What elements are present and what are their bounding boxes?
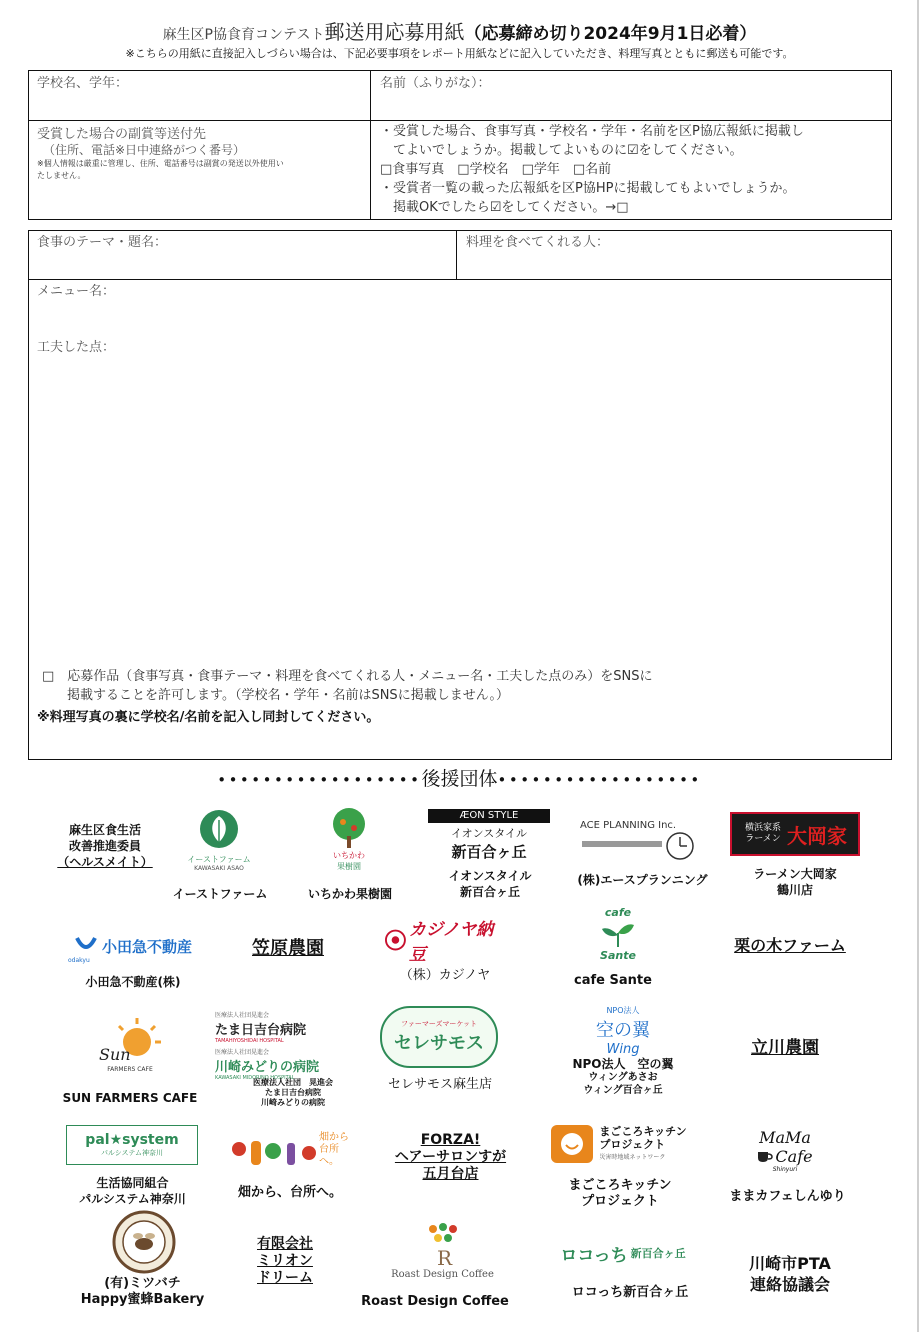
odakyu-mark-icon [74,934,98,958]
sponsor-ichikawa: いちかわ果樹園 [307,887,392,901]
sponsor-sora-no-tsubasa: NPO法人 空の翼 ウィングあさお ウィング百合ヶ丘 [572,1057,674,1096]
sns-consent-checkbox[interactable]: □ 応募作品（食事写真・食事テーマ・料理を食べてくれる人・メニュー名・工夫した点のみ）をSNSに [42,669,653,684]
sponsor-mitsubachi: (有)ミツバチ Happy蜜蜂Bakery [80,1276,205,1307]
coffee-dots-icon [418,1221,468,1269]
sponsor-roast-design: Roast Design Coffee [361,1294,509,1309]
sun-logo-text: Sun [99,1044,131,1064]
sponsor-forza: FORZA! ヘアーサロンすが 五月台店 [394,1132,507,1182]
magokoro-logo: まごころキッチン プロジェクト 災害時地域ネットワーク [548,1123,690,1165]
hp-publish-checkbox[interactable]: 掲載OKでしたら☑をしてください。→□ [393,200,629,215]
ace-planning-logo: ACE PLANNING Inc. [580,815,705,865]
effort-field[interactable]: 工夫した点： [37,340,116,355]
sponsor-ooka: ラーメン大岡家 鶴川店 [753,867,837,897]
cafe-sante-logo: cafe Sante [588,900,648,968]
clock-icon [580,831,705,861]
sponsor-million-dream: 有限会社 ミリオン ドリーム [257,1236,313,1286]
divider [28,120,892,121]
hatake-logo: 畑から台所へ。 [220,1124,360,1176]
palsystem-logo: pal★system パルシステム神奈川 [66,1125,198,1165]
eater-field[interactable]: 料理を食べてくれる人： [466,235,610,250]
address-field[interactable]: 受賞した場合の副賞等送付先 [37,127,207,142]
sponsor-hospital: 医療法人社団 晃進会 たま日吉台病院 川崎みどりの病院 [253,1078,333,1107]
sponsor-kawasaki-pta: 川崎市PTA 連絡協議会 [749,1254,831,1294]
odakyu-logo: 小田急不動産 [68,930,198,962]
sponsor-magokoro: まごころキッチン プロジェクト [568,1178,672,1209]
dot-leader: •••••••••••••••••• [217,771,422,789]
privacy-note-2: たしません。 [37,171,86,180]
leaf-icon [198,808,240,850]
sora-no-tsubasa-logo: NPO法人 空の翼 Wing [596,1006,650,1057]
bakery-badge-icon [112,1210,176,1274]
consent-line: てよいでしょうか。掲載してよいものに☑をしてください。 [393,143,743,158]
sponsor-kajinoya: （株）カジノヤ [399,968,491,983]
svg-text:R: R [436,1245,452,1269]
sponsor-tachikawa: 立川農園 [751,1038,819,1058]
theme-title-field[interactable]: 食事のテーマ・題名： [37,235,168,250]
dot-leader: •••••••••••••••••• [497,771,702,789]
coffee-cup-icon [757,1149,773,1163]
sponsors-heading [0,764,919,791]
photo-note: ※料理写真の裏に学校名/名前を記入し同封してください。 [37,710,380,725]
school-grade-field[interactable]: 学校名、学年： [37,76,129,91]
menu-name-field[interactable]: メニュー名： [37,284,116,299]
mama-cafe-logo: MaMa Cafe Shinyuri [759,1127,813,1173]
divider [28,279,892,280]
locotchi-logo: ロコっち 新百合ヶ丘 [560,1245,686,1266]
consent-line: ・受賞した場合、食事写真・学校名・学年・名前を区P協広報紙に掲載し [380,124,804,139]
sponsor-locotchi: ロコっち新百合ヶ丘 [571,1285,689,1300]
privacy-note-1: ※個人情報は厳重に管理し、住所、電話番号は副賞の発送以外使用い [37,159,284,168]
sponsor-palsystem: 生活協同組合 パルシステム神奈川 [79,1176,186,1206]
sponsor-east-farm: イーストファーム [172,887,268,901]
fruit-tree-icon [325,806,373,850]
address-sub-label: （住所、電話※日中連絡がつく番号） [43,143,246,157]
name-furigana-field[interactable]: 名前（ふりがな）： [380,76,491,91]
divider [370,70,371,220]
sponsor-sun-farmers: SUN FARMERS CAFE [62,1091,198,1105]
sponsor-ace-planning: (株)エースプランニング [577,873,708,887]
sponsor-cafe-sante: cafe Sante [574,973,652,988]
hospital-logo: 医療法人社団晃進会 たま日吉台病院 TAMAHIYOSHIDAI HOSPITAL 医療法人社団晃進会 川崎みどりの病院 KAWASAKI MIDORINO HOSPITAL [215,1011,320,1081]
kajinoya-mark-icon [385,929,406,951]
contest-name: 麻生区P協食育コンテスト [162,27,325,43]
publish-checkboxes[interactable]: □食事写真 □学校名 □学年 □名前 [380,162,612,177]
deadline-text: （応募締め切り2024年9月1日必着） [464,24,757,44]
sponsor-hatake: 畑から、台所へ。 [237,1185,342,1200]
sprout-icon [598,919,638,949]
sponsors-title: 後援団体 [421,768,498,790]
sponsor-seresamos: セレサモス麻生店 [387,1077,492,1092]
seresamos-logo: ファーマーズマーケット セレサモス [380,1006,498,1068]
sns-consent-text: 掲載することを許可します。（学校名・学年・名前はSNSに掲載しません。） [67,688,509,703]
consent-line: ・受賞者一覧の載った広報紙を区P協HPに掲載してもよいでしょうか。 [380,181,796,196]
ooka-logo: 横浜家系ラーメン 大岡家 [730,812,860,856]
mitsubachi-logo [112,1210,176,1274]
smile-icon [559,1131,585,1157]
sponsor-aeon: イオンスタイル 新百合ヶ丘 [448,869,532,899]
odakyu-sub: odakyu [68,957,90,964]
sponsor-healthmate: 麻生区食生活 改善推進委員 （ヘルスメイト） [57,823,153,869]
sponsor-kasahara: 笠原農園 [252,938,324,959]
form-title: 郵送用応募用紙 [324,20,465,44]
ichikawa-logo: いちかわ 果樹園 [318,803,380,875]
vegetables-icon [229,1127,319,1173]
header-note: ※こちらの用紙に直接記入しづらい場合は、下記必要事項をレポート用紙などに記入していただき、料理写真とともに郵送も可能です。 [125,47,794,60]
page-title [0,16,919,45]
divider [456,230,457,279]
sun-farmers-logo: Sun FARMERS CAFE [90,1008,170,1080]
sponsor-kurinoki: 栗の木ファーム [734,936,846,955]
roast-design-logo: R Roast Design Coffee [385,1215,500,1285]
kajinoya-logo: カジノヤ納豆 [385,924,505,956]
aeon-logo: ÆON STYLE イオンスタイル 新百合ヶ丘 [428,812,550,858]
sponsor-mama-cafe: ままカフェしんゆり [729,1189,846,1204]
sun-icon [95,1016,165,1066]
east-farm-logo: イーストファーム KAWASAKI ASAO [178,805,260,875]
sponsor-odakyu: 小田急不動産(株) [85,975,181,989]
